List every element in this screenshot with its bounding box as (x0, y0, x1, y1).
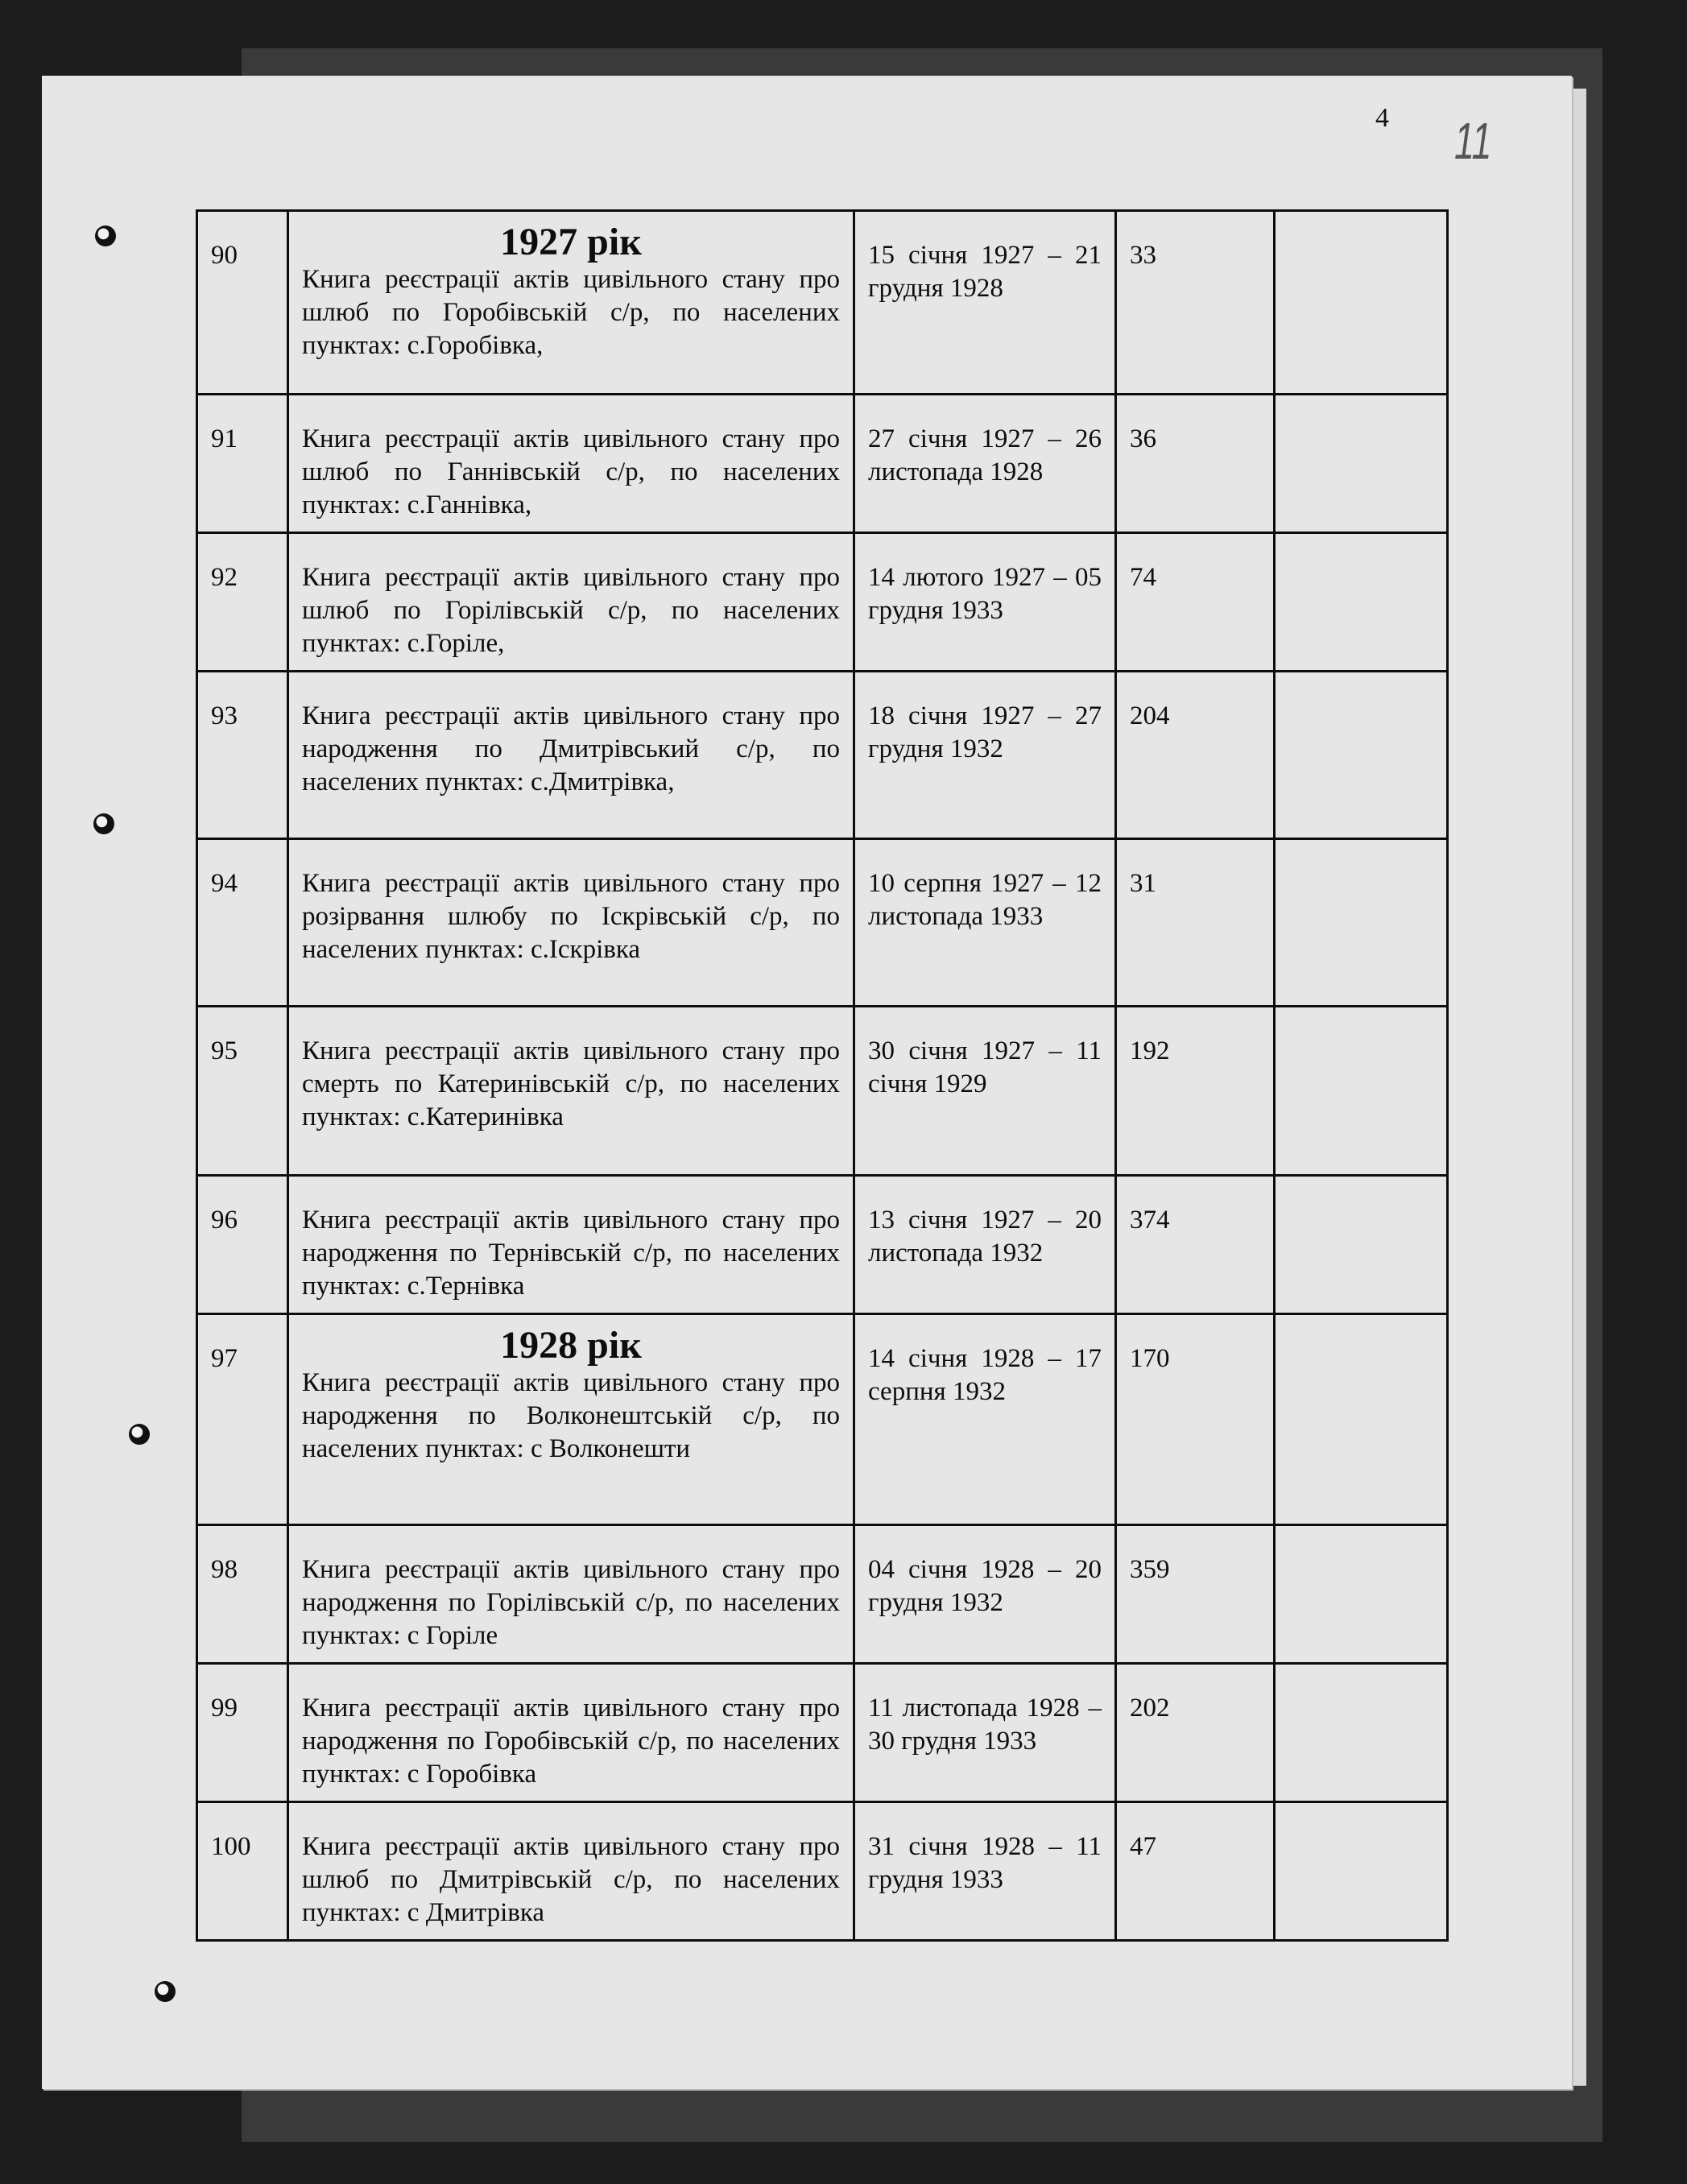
record-description-cell (288, 1176, 854, 1314)
page-number: 4 (1375, 103, 1389, 133)
table-row (197, 533, 1448, 672)
record-number: 95 (197, 1007, 288, 1176)
record-notes (1275, 211, 1448, 395)
record-page-count: 359 (1116, 1525, 1275, 1664)
record-number: 98 (197, 1525, 288, 1664)
record-description: Книга реєстрації актів цивільного стану про народження по Дмитрівський с/р, по населених пунктах: с.Дмитрівка, (302, 701, 840, 796)
record-number: 92 (197, 533, 288, 672)
record-description: Книга реєстрації актів цивільного стану про шлюб по Дмитрівській с/р, по населених пунктах: с Дмитрівка (302, 1832, 840, 1927)
record-notes (1275, 1314, 1448, 1525)
record-notes (1275, 1664, 1448, 1802)
record-dates: 11 листопада 1928 – 30 грудня 1933 (854, 1664, 1116, 1802)
record-page-count: 204 (1116, 672, 1275, 839)
table-row (197, 1525, 1448, 1664)
record-dates: 30 січня 1927 – 11 січня 1929 (854, 1007, 1116, 1176)
record-page-count: 192 (1116, 1007, 1275, 1176)
table-row (197, 672, 1448, 839)
record-description-cell (288, 1664, 854, 1802)
record-notes (1275, 1802, 1448, 1941)
record-description-cell (288, 395, 854, 533)
record-number: 97 (197, 1314, 288, 1525)
record-description-cell (288, 839, 854, 1007)
table-row (197, 1007, 1448, 1176)
record-page-count: 74 (1116, 533, 1275, 672)
record-page-count: 170 (1116, 1314, 1275, 1525)
record-page-count: 47 (1116, 1802, 1275, 1941)
record-notes (1275, 839, 1448, 1007)
record-description: Книга реєстрації актів цивільного стану про шлюб по Горобівській с/р, по населених пунктах: с.Горобівка, (302, 265, 840, 360)
record-dates: 10 серпня 1927 – 12 листопада 1933 (854, 839, 1116, 1007)
record-dates: 27 січня 1927 – 26 листопада 1928 (854, 395, 1116, 533)
record-dates: 15 січня 1927 – 21 грудня 1928 (854, 211, 1116, 395)
record-description: Книга реєстрації актів цивільного стану про шлюб по Горілівській с/р, по населених пунктах: с.Горіле, (302, 563, 840, 658)
record-description: Книга реєстрації актів цивільного стану про смерть по Катеринівській с/р, по населених пунктах: с.Катеринівка (302, 1036, 840, 1131)
table-row (197, 1314, 1448, 1525)
record-description: Книга реєстрації актів цивільного стану про народження по Тернівській с/р, по населених пунктах: с.Тернівка (302, 1206, 840, 1301)
record-page-count: 36 (1116, 395, 1275, 533)
punch-hole-icon (93, 813, 114, 834)
record-dates: 04 січня 1928 – 20 грудня 1932 (854, 1525, 1116, 1664)
punch-hole-icon (95, 225, 116, 246)
record-description-cell (288, 211, 854, 395)
table-row (197, 395, 1448, 533)
table-row (197, 839, 1448, 1007)
record-description: Книга реєстрації актів цивільного стану про народження по Горобівській с/р, по населених пунктах: с Горобівка (302, 1694, 840, 1789)
year-heading: 1927 рік (500, 221, 642, 263)
record-number: 96 (197, 1176, 288, 1314)
record-description: Книга реєстрації актів цивільного стану про народження по Волконештській с/р, по населених пунктах: с Волконешти (302, 1368, 840, 1463)
record-notes (1275, 1176, 1448, 1314)
table-row (197, 1802, 1448, 1941)
record-dates: 14 січня 1928 – 17 серпня 1932 (854, 1314, 1116, 1525)
record-description-cell (288, 1525, 854, 1664)
record-dates: 18 січня 1927 – 27 грудня 1932 (854, 672, 1116, 839)
record-number: 94 (197, 839, 288, 1007)
record-notes (1275, 1525, 1448, 1664)
record-notes (1275, 672, 1448, 839)
year-heading: 1928 рік (500, 1324, 642, 1367)
record-number: 99 (197, 1664, 288, 1802)
table-row (197, 211, 1448, 395)
punch-hole-icon (129, 1424, 150, 1445)
record-number: 90 (197, 211, 288, 395)
record-dates: 14 лютого 1927 – 05 грудня 1933 (854, 533, 1116, 672)
table-row (197, 1176, 1448, 1314)
register-body (197, 211, 1448, 1941)
record-description: Книга реєстрації актів цивільного стану про розірвання шлюбу по Іскрівській с/р, по населених пунктах: с.Іскрівка (302, 869, 840, 964)
record-description-cell (288, 1314, 854, 1525)
record-number: 100 (197, 1802, 288, 1941)
record-page-count: 374 (1116, 1176, 1275, 1314)
record-number: 93 (197, 672, 288, 839)
record-description-cell (288, 672, 854, 839)
record-page-count: 202 (1116, 1664, 1275, 1802)
record-description: Книга реєстрації актів цивільного стану про шлюб по Ганнівській с/р, по населених пунктах: с.Ганнівка, (302, 424, 840, 519)
record-notes (1275, 1007, 1448, 1176)
archive-sheet-mark: 11 (1453, 112, 1492, 170)
punch-hole-icon (155, 1981, 176, 2002)
record-notes (1275, 533, 1448, 672)
record-dates: 13 січня 1927 – 20 листопада 1932 (854, 1176, 1116, 1314)
record-description-cell (288, 533, 854, 672)
record-page-count: 31 (1116, 839, 1275, 1007)
record-description-cell (288, 1007, 854, 1176)
record-dates: 31 січня 1928 – 11 грудня 1933 (854, 1802, 1116, 1941)
record-notes (1275, 395, 1448, 533)
record-description-cell (288, 1802, 854, 1941)
record-page-count: 33 (1116, 211, 1275, 395)
register-table (196, 209, 1449, 1942)
record-description: Книга реєстрації актів цивільного стану про народження по Горілівській с/р, по населених пунктах: с Горіле (302, 1555, 840, 1650)
table-row (197, 1664, 1448, 1802)
record-number: 91 (197, 395, 288, 533)
